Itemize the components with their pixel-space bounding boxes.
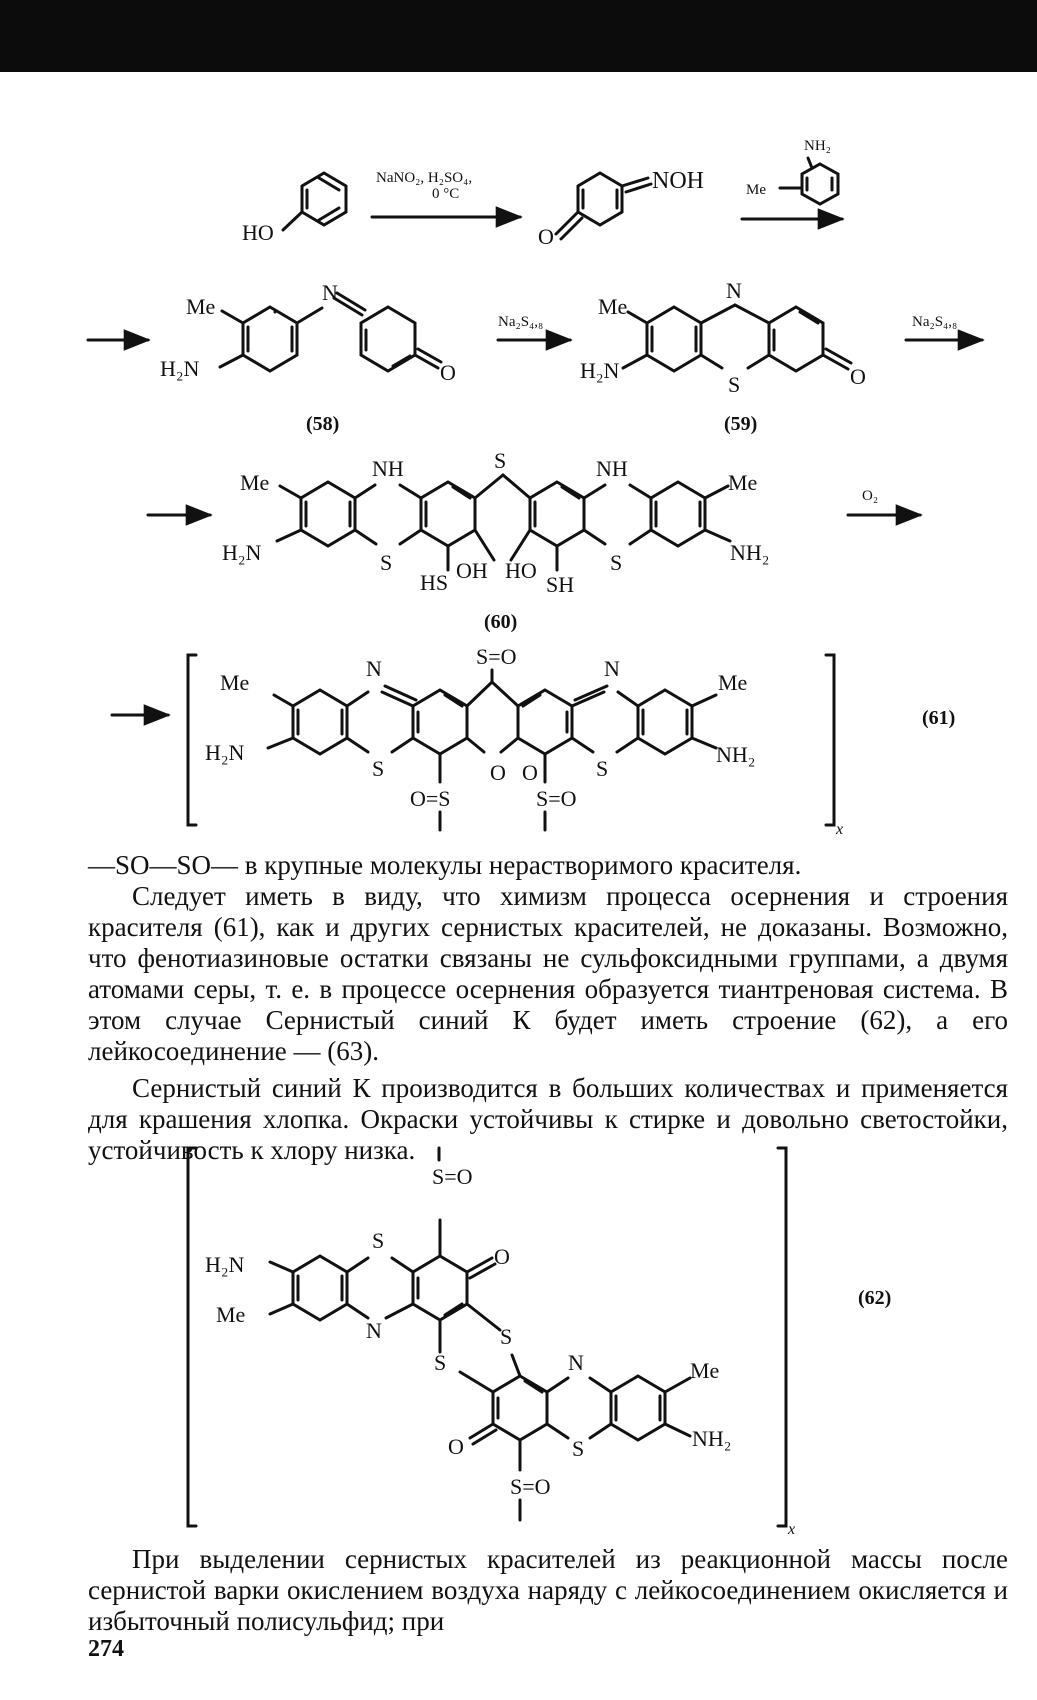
phenol-oh-label: HO xyxy=(242,220,274,245)
c60-ring-3 xyxy=(530,482,584,546)
step4-reagent: Na₂S₄,₈ xyxy=(912,314,958,330)
c62-so-top: S=O xyxy=(432,1164,473,1189)
c61-ring-4 xyxy=(638,690,692,754)
compound-59-label: (59) xyxy=(724,413,758,435)
c59-s: S xyxy=(728,372,741,397)
c61-bridge-so: S=O xyxy=(476,644,517,669)
c59-ring-c xyxy=(769,307,823,371)
c61-os-left: O=S xyxy=(410,786,451,811)
c62-nh2-right: NH₂ xyxy=(692,1426,732,1451)
c62-so-bottom: S=O xyxy=(510,1474,551,1499)
page-number: 274 xyxy=(88,1636,124,1662)
c58-ring-a xyxy=(243,307,297,371)
c61-o-right: O xyxy=(522,760,538,785)
c61-s-left: S xyxy=(372,756,385,781)
c62-s-top: S xyxy=(372,1228,385,1253)
c62-ring-2 xyxy=(413,1256,467,1320)
compound-60-label: (60) xyxy=(484,611,518,633)
c60-ho: HO xyxy=(505,558,537,583)
c62-s-mid-right: S xyxy=(500,1324,513,1349)
compound-62-label: (62) xyxy=(858,1287,892,1309)
c62-n-right: N xyxy=(568,1350,584,1375)
c60-oh: OH xyxy=(456,558,488,583)
c62-x: x xyxy=(788,1521,796,1538)
c62-ring-4 xyxy=(611,1376,665,1440)
bracket-61-left xyxy=(188,655,196,825)
c61-s-right: S xyxy=(596,756,609,781)
step1-reagent-line1: NaNO₂, H₂SO₄, xyxy=(376,170,473,186)
step3-reagent: Na₂S₄,₈ xyxy=(498,314,544,330)
paragraph-4: При выделении сернистых красителей из реакционной массы после сернистой варки окислением воздуха наряду с лейкосоединением окисляется и избыточный полисульфид; при xyxy=(88,1544,1008,1636)
c61-o-left: O xyxy=(490,760,506,785)
c60-s-right: S xyxy=(610,550,623,575)
c60-sh: SH xyxy=(546,572,575,597)
bracket-61-right xyxy=(826,655,834,825)
c60-ring-4 xyxy=(651,482,705,546)
c60-h2n-left: H₂N xyxy=(222,540,262,565)
c60-nh-right: NH xyxy=(596,456,628,481)
c60-ring-1 xyxy=(301,482,355,546)
c62-o-bottom: O xyxy=(448,1434,464,1459)
compound-58-label: (58) xyxy=(306,413,340,435)
c61-ring-1 xyxy=(293,690,347,754)
step1-reagent-line2: 0 °C xyxy=(432,186,460,202)
c62-s-bottom: S xyxy=(572,1436,585,1461)
c59-ring-a xyxy=(647,307,701,371)
c60-s-left: S xyxy=(380,550,393,575)
c61-n-right: N xyxy=(604,656,620,681)
c58-ring-b xyxy=(361,307,415,371)
c61-me-left: Me xyxy=(220,670,250,695)
c59-h2n: H₂N xyxy=(580,358,620,383)
paragraph-3: Сернистый синий К производится в больших количествах и применяется для крашения хлопка. Окраски устойчивы к стирке и довольно светостойки, устойчивость к хлору низка. xyxy=(88,1073,1008,1165)
c62-ring-1 xyxy=(293,1256,347,1320)
c58-n: N xyxy=(322,280,338,305)
c60-nh-left: NH xyxy=(372,456,404,481)
c58-me: Me xyxy=(186,294,216,319)
c59-o: O xyxy=(850,364,866,389)
text-block-1 xyxy=(88,850,1008,1166)
c62-n-left: N xyxy=(366,1318,382,1343)
oxime-label: NOH xyxy=(652,168,704,194)
c58-o: O xyxy=(440,360,456,385)
step5-reagent: O₂ xyxy=(862,488,879,504)
toluidine-nh2-label: NH₂ xyxy=(804,138,831,154)
c61-n-left: N xyxy=(366,656,382,681)
c61-nh2-right: NH₂ xyxy=(716,742,756,767)
c59-n: N xyxy=(726,278,742,303)
c61-h2n-left: H₂N xyxy=(205,740,245,765)
c61-x: x xyxy=(836,821,844,838)
paragraph-1: —SO—SO— в крупные молекулы нерастворимого красителя. xyxy=(88,850,802,880)
paragraph-2: Следует иметь в виду, что химизм процесса осернения и строения красителя (61), как и других сернистых красителей, не доказаны. Возможно, что фенотиазиновые остатки связаны не сульфоксидными группами, а двумя атомами серы, т. е. в процессе осернения образуется тиантреновая система. В этом случае Сернистый синий К будет иметь строение (62), а его лейкосоединение — (63). xyxy=(88,881,1008,1066)
c62-ring-3 xyxy=(493,1376,547,1440)
c58-h2n: H₂N xyxy=(160,356,200,381)
bracket-62-right xyxy=(778,1148,786,1526)
c60-nh2-right: NH₂ xyxy=(730,540,770,565)
c62-h2n: H₂N xyxy=(205,1252,245,1277)
c61-ring-3 xyxy=(518,690,572,754)
c62-me-left: Me xyxy=(216,1302,246,1327)
toluidine-me-label: Me xyxy=(746,182,766,198)
c62-me-right: Me xyxy=(690,1358,720,1383)
c62-o-top: O xyxy=(494,1244,510,1269)
quinone-o-label: O xyxy=(538,224,554,249)
c60-hs: HS xyxy=(420,570,449,595)
text-block-2 xyxy=(88,1544,1008,1637)
c61-ring-2 xyxy=(413,690,467,754)
c60-me-right: Me xyxy=(728,470,758,495)
c59-me: Me xyxy=(598,294,628,319)
quinone-oxime-ring xyxy=(578,173,622,225)
c60-bridge-s: S xyxy=(494,448,507,473)
compound-61-label: (61) xyxy=(922,707,956,729)
c60-me-left: Me xyxy=(240,470,270,495)
bracket-62-left xyxy=(188,1148,196,1526)
c60-ring-2 xyxy=(421,482,475,546)
c61-me-right: Me xyxy=(718,670,748,695)
c61-so-right: S=O xyxy=(536,786,577,811)
c62-s-mid-left: S xyxy=(434,1350,447,1375)
